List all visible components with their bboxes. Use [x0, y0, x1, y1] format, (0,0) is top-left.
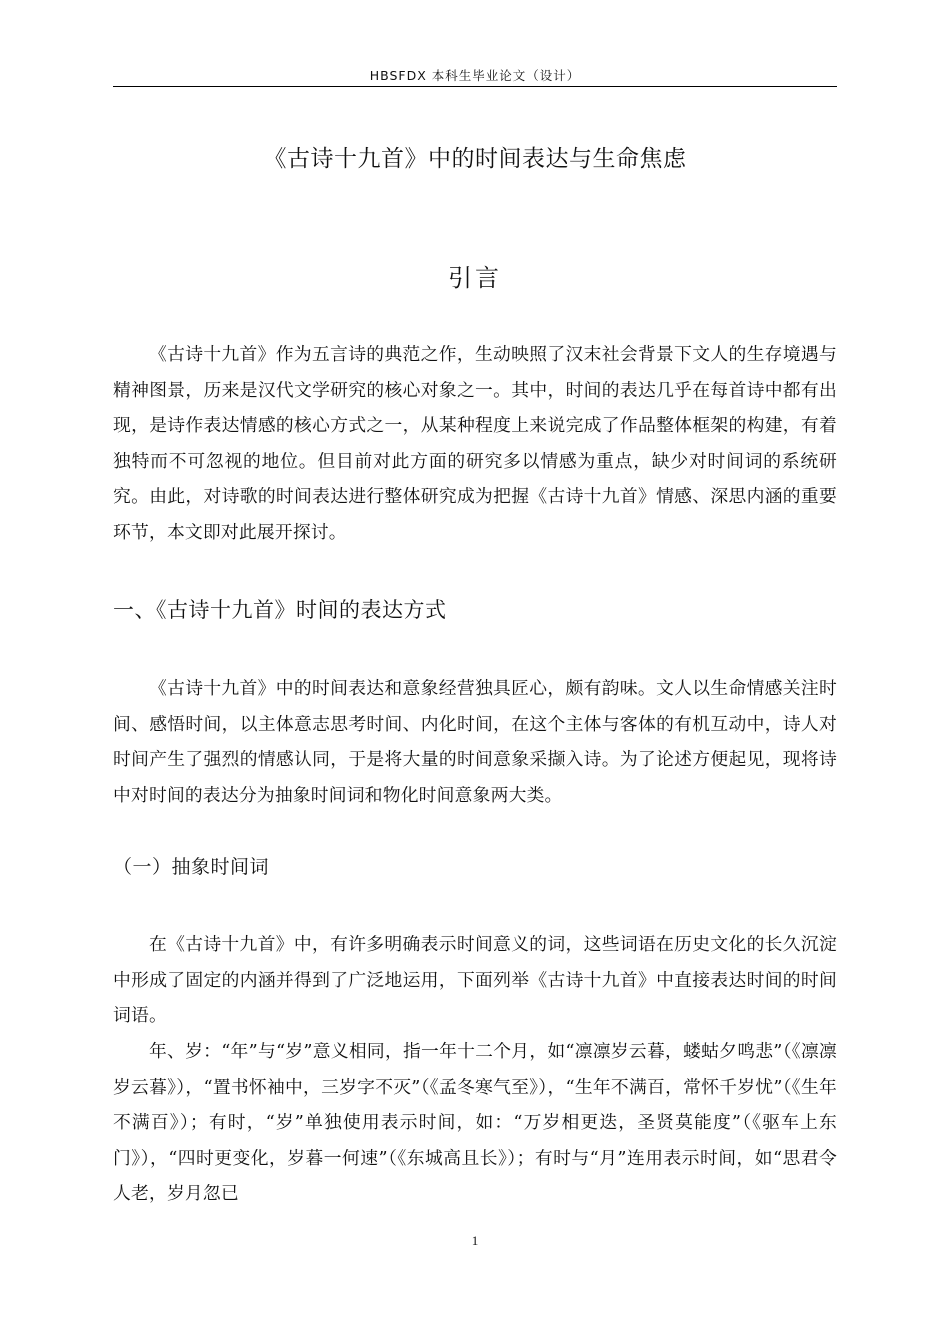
intro-paragraph: 《古诗十九首》作为五言诗的典范之作，生动映照了汉末社会背景下文人的生存境遇与精神图景，历来是汉代文学研究的核心对象之一。其中，时间的表达几乎在每首诗中都有出现，是诗作表达情感的核心方式之一，从某种程度上来说完成了作品整体框架的构建，有着独特而不可忽视的地位。但目前对此方面的研究多以情感为重点，缺少对时间词的系统研究。由此，对诗歌的时间表达进行整体研究成为把握《古诗十九首》情感、深思内涵的重要环节，本文即对此展开探讨。 [113, 344, 837, 543]
section1-paragraph: 《古诗十九首》中的时间表达和意象经营独具匠心，颇有韵味。文人以生命情感关注时间、感悟时间，以主体意志思考时间、内化时间，在这个主体与客体的有机互动中，诗人对时间产生了强烈的情感认同，于是将大量的时间意象采撷入诗。为了论述方便起见，现将诗中对时间的表达分为抽象时间词和物化时间意象两大类。 [113, 678, 837, 806]
section-heading-1: 一、《古诗十九首》时间的表达方式 [113, 598, 447, 622]
paper-title: 《古诗十九首》中的时间表达与生命焦虑 [263, 146, 687, 172]
subsection1-paragraph-1: 在《古诗十九首》中，有许多明确表示时间意义的词，这些词语在历史文化的长久沉淀中形成了固定的内涵并得到了广泛地运用，下面列举《古诗十九首》中直接表达时间的时间词语。 [113, 934, 837, 1027]
subsection-heading-1: （一）抽象时间词 [113, 856, 270, 878]
running-header: HBSFDX 本科生毕业论文（设计） [369, 68, 581, 83]
intro-heading: 引言 [448, 264, 502, 292]
page-number: 1 [471, 1233, 479, 1248]
header-rule [113, 86, 837, 87]
subsection1-paragraph-2: 年、岁：“年”与“岁”意义相同，指一年十二个月，如“凛凛岁云暮，蝼蛄夕鸣悲”（《凛凛岁云暮》），“置书怀袖中，三岁字不灭”（《孟冬寒气至》），“生年不满百，常怀千岁忧”（《生年不满百》）；有时，“岁”单独使用表示时间，如：“万岁相更迭，圣贤莫能度”（《驱车上东门》），“四时更变化，岁暮一何速”（《东城高且长》）；有时与“月”连用表示时间，如“思君令人老，岁月忽已 [113, 1041, 837, 1205]
